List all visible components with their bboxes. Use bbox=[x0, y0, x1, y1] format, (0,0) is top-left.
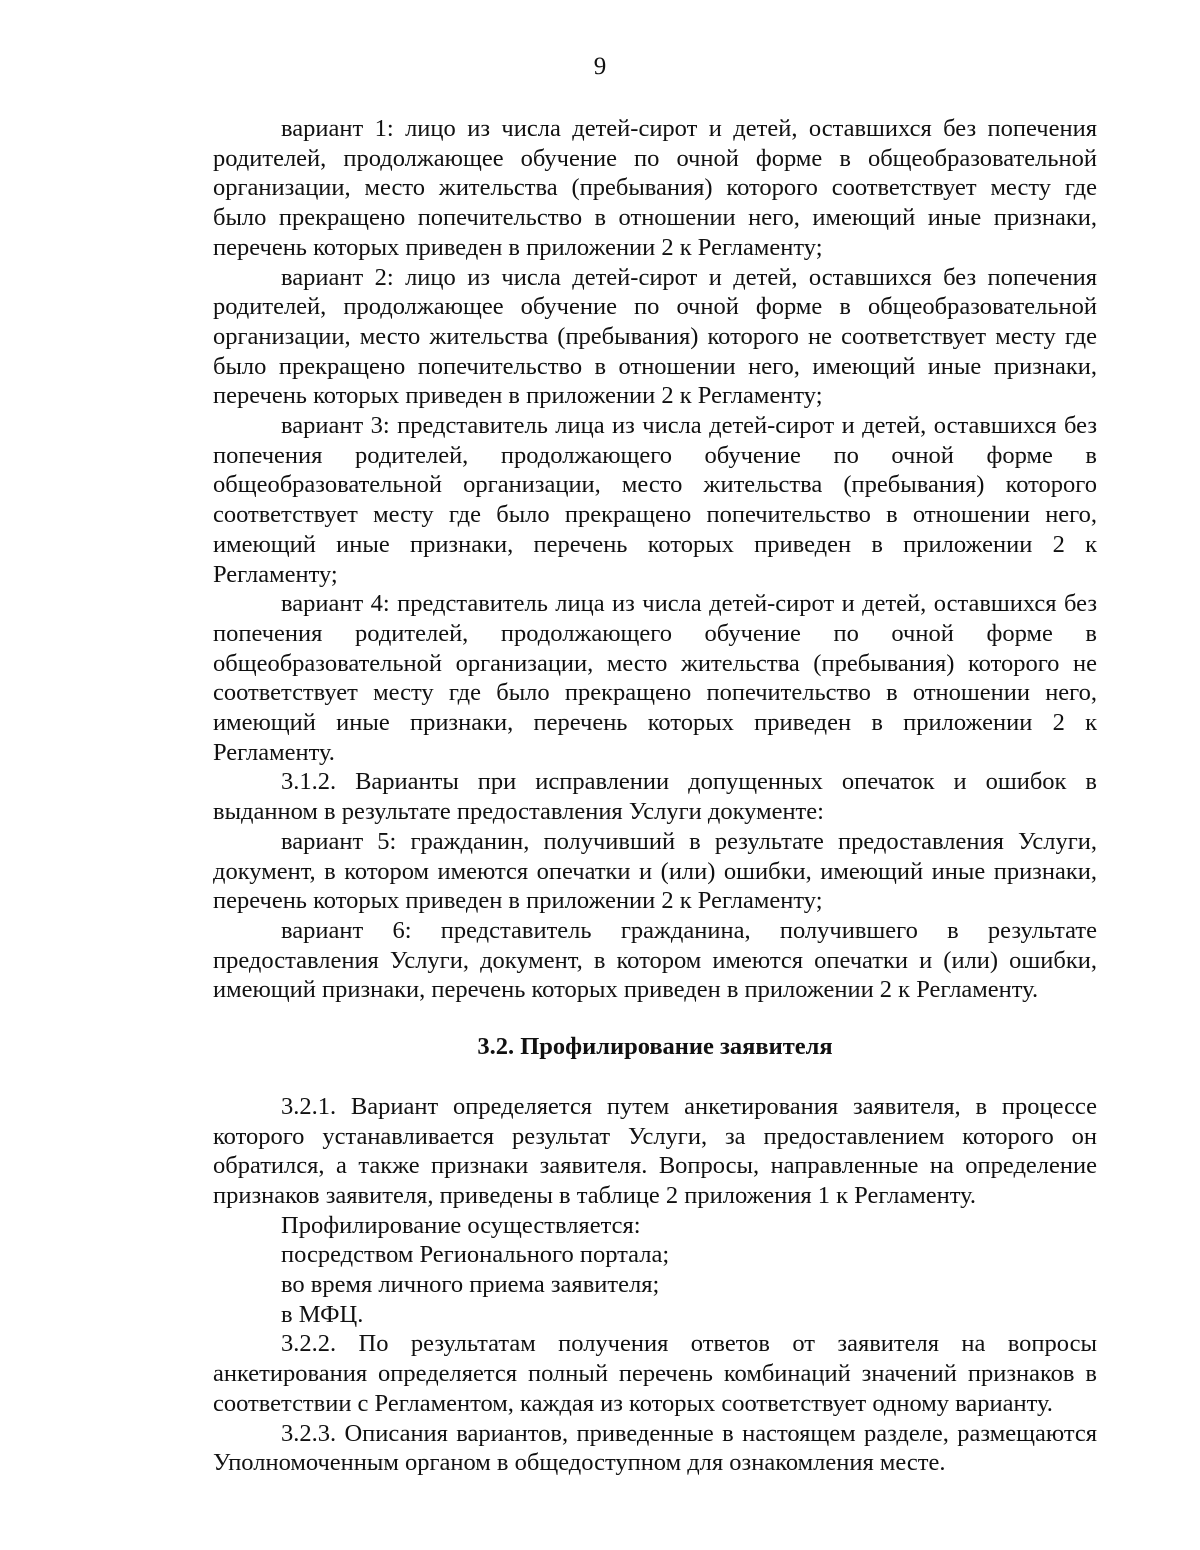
paragraph-variant-3: вариант 3: представитель лица из числа детей-сирот и детей, оставшихся без попечения родителей, продолжающего обучение по очной форме в общеобразовательной организации, место жительства (пребывания) которого соответствует месту где было прекращено попечительство в отношении него, имеющий иные признаки, перечень которых приведен в приложении 2 к Регламенту; bbox=[213, 412, 1097, 588]
paragraph-profiling-intro: Профилирование осуществляется: bbox=[281, 1211, 641, 1239]
paragraph-3-2-1: 3.2.1. Вариант определяется путем анкетирования заявителя, в процессе которого устанавливается результат Услуги, за предоставлением которого он обратился, а также признаки заявителя. Вопросы, направленные на определение признаков заявителя, приведены в таблице 2 приложения 1 к Регламенту. bbox=[213, 1092, 1097, 1209]
paragraph-variant-4: вариант 4: представитель лица из числа детей-сирот и детей, оставшихся без попечения родителей, продолжающего обучение по очной форме в общеобразовательной организации, место жительства (пребывания) которого не соответствует месту где было прекращено попечительство в отношении него, имеющий иные признаки, перечень которых приведен в приложении 2 к Регламенту. bbox=[213, 590, 1097, 766]
paragraph-3-1-2: 3.1.2. Варианты при исправлении допущенных опечаток и ошибок в выданном в результате предоставления Услуги документе: bbox=[213, 768, 1097, 826]
section-title: 3.2. Профилирование заявителя bbox=[477, 1033, 833, 1061]
paragraph-variant-1: вариант 1: лицо из числа детей-сирот и детей, оставшихся без попечения родителей, продолжающее обучение по очной форме в общеобразовательной организации, место жительства (пребывания) которого соответствует месту где было прекращено попечительство в отношении него, имеющий иные признаки, перечень которых приведен в приложении 2 к Регламенту; bbox=[213, 115, 1097, 261]
paragraph-variant-5: вариант 5: гражданин, получивший в результате предоставления Услуги, документ, в котором имеются опечатки и (или) ошибки, имеющий иные признаки, перечень которых приведен в приложении 2 к Регламенту; bbox=[213, 827, 1097, 915]
document-body bbox=[213, 114, 1097, 1478]
paragraph-3-2-2: 3.2.2. По результатам получения ответов от заявителя на вопросы анкетирования определяется полный перечень комбинаций значений признаков в соответствии с Регламентом, каждая из которых соответствует одному варианту. bbox=[213, 1330, 1097, 1417]
list-item-mfc: в МФЦ. bbox=[281, 1300, 364, 1328]
paragraph-variant-6: вариант 6: представитель гражданина, получившего в результате предоставления Услуги, документ, в котором имеются опечатки и (или) ошибки, имеющий признаки, перечень которых приведен в приложении 2 к Регламенту. bbox=[213, 916, 1097, 1004]
page-number: 9 bbox=[593, 53, 607, 80]
list-item-personal-reception: во время личного приема заявителя; bbox=[281, 1271, 660, 1299]
paragraph-variant-2: вариант 2: лицо из числа детей-сирот и детей, оставшихся без попечения родителей, продолжающее обучение по очной форме в общеобразовательной организации, место жительства (пребывания) которого не соответствует месту где было прекращено попечительство в отношении него, имеющий иные признаки, перечень которых приведен в приложении 2 к Регламенту; bbox=[213, 263, 1097, 410]
paragraph-3-2-3: 3.2.3. Описания вариантов, приведенные в настоящем разделе, размещаются Уполномоченным органом в общедоступном для ознакомления месте. bbox=[213, 1419, 1097, 1477]
list-item-regional-portal: посредством Регионального портала; bbox=[281, 1241, 670, 1269]
